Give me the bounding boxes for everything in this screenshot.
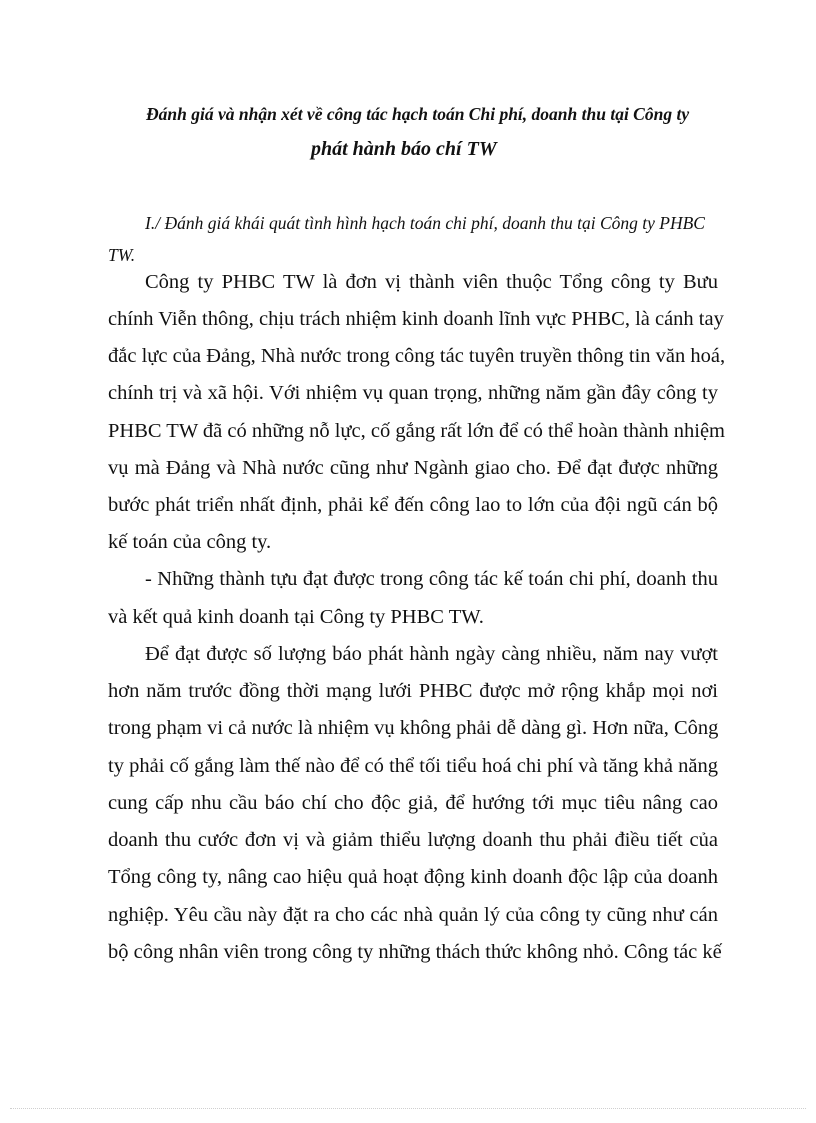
page-bottom-divider: [10, 1108, 806, 1109]
paragraph-line: vụ mà Đảng và Nhà nước cũng như Ngành giao cho. Để đạt được những: [108, 457, 718, 479]
section-heading: [108, 207, 725, 271]
paragraph-line: chính Viễn thông, chịu trách nhiệm kinh doanh lĩnh vực PHBC, là cánh tay: [108, 308, 724, 330]
paragraph-line: kế toán của công ty.: [108, 531, 272, 553]
paragraph-line: PHBC TW đã có những nỗ lực, cố gắng rất lớn để có thể hoàn thành nhiệm: [108, 420, 726, 442]
paragraph-line: Để đạt được số lượng báo phát hành ngày càng nhiều, năm nay vượt: [145, 643, 718, 665]
paragraph-line: doanh thu cước đơn vị và giảm thiểu lượng doanh thu phải điều tiết của: [108, 829, 718, 851]
paragraph-line: ty phải cố gắng làm thế nào để có thể tối tiểu hoá chi phí và tăng khả năng: [108, 755, 718, 777]
paragraph-line: đắc lực của Đảng, Nhà nước trong công tác tuyên truyền thông tin văn hoá,: [108, 345, 726, 367]
paragraph-line: nghiệp. Yêu cầu này đặt ra cho các nhà quản lý của công ty cũng như cán: [108, 904, 718, 926]
paragraph-line: cung cấp nhu cầu báo chí cho độc giả, để hướng tới mục tiêu nâng cao: [108, 792, 718, 814]
paragraph-line: và kết quả kinh doanh tại Công ty PHBC TW.: [108, 606, 484, 628]
paragraph-line: Công ty PHBC TW là đơn vị thành viên thuộc Tổng công ty Bưu: [145, 271, 718, 293]
paragraph-line: - Những thành tựu đạt được trong công tác kế toán chi phí, doanh thu: [145, 568, 718, 590]
section-heading-line-2: TW.: [108, 245, 136, 265]
paragraph-line: bộ công nhân viên trong công ty những thách thức không nhỏ. Công tác kế: [108, 941, 722, 963]
paragraph-line: hơn năm trước đồng thời mạng lưới PHBC được mở rộng khắp mọi nơi: [108, 680, 718, 702]
document-title-line-2: phát hành báo chí TW: [311, 138, 497, 160]
document-title-line-1: Đánh giá và nhận xét về công tác hạch toán Chi phí, doanh thu tại Công ty: [146, 104, 690, 124]
paragraph-line: Tổng công ty, nâng cao hiệu quả hoạt động kinh doanh độc lập của doanh: [108, 866, 718, 888]
section-heading-line-1: I./ Đánh giá khái quát tình hình hạch toán chi phí, doanh thu tại Công ty PHBC: [145, 213, 705, 233]
paragraph-line: bước phát triển nhất định, phải kể đến công lao to lớn của đội ngũ cán bộ: [108, 494, 718, 516]
paragraph-line: trong phạm vi cả nước là nhiệm vụ không phải dễ dàng gì. Hơn nữa, Công: [108, 717, 719, 739]
paragraph-line: chính trị và xã hội. Với nhiệm vụ quan trọng, những năm gần đây công ty: [108, 382, 718, 404]
